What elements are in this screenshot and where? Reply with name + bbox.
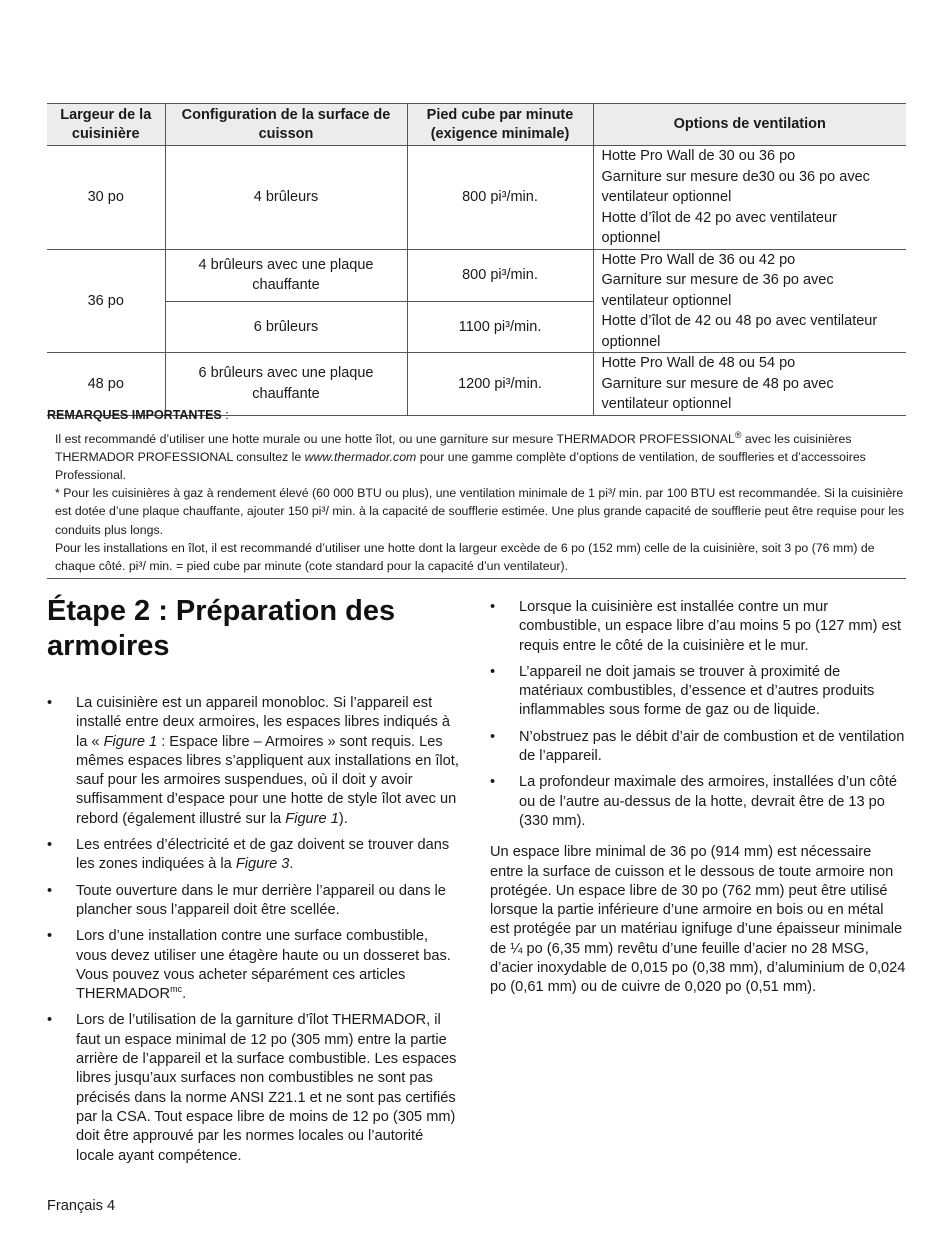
step-title: Étape 2 : Préparation des armoires (47, 595, 396, 662)
cell-cfm-36a: 800 pi³/min. (407, 249, 593, 302)
option-item: Hotte Pro Wall de 48 ou 54 po (601, 355, 796, 371)
cell-options-30 (593, 146, 906, 250)
thermador-link[interactable]: www.thermador.com (304, 450, 417, 465)
cell-config-36b: 6 brûleurs (165, 302, 407, 353)
remark-paragraph: * Pour les cuisinières à gaz à rendement élevé (60 000 BTU ou plus), une ventilation minimale de 1 pi³/ min. par 100 BTU est recommandée. Si la cuisinière est dotée d’une plaque chauffante, ajouter 150 pi³/ min. à la capacité de soufflerie estimée. Une plus grande capacité de soufflerie peut être requise pour les conduits plus longs. (55, 486, 905, 537)
option-item: Hotte Pro Wall de 36 ou 42 po (601, 251, 796, 268)
list-item: • Lorsque la cuisinière est installée contre un mur combustible, un espace libre d’au moins 5 po (127 mm) est requis entre le côté de la cuisinière et le mur. (490, 599, 902, 654)
option-item: Hotte Pro Wall de 30 ou 36 po (601, 148, 796, 164)
cell-config-48: 6 brûleurs avec une plaque chauffante (165, 353, 407, 416)
option-item: Garniture sur mesure de30 ou 36 po avec ventilateur optionnel (601, 168, 870, 205)
cell-cfm-48: 1200 pi³/min. (407, 353, 593, 416)
cell-width-30: 30 po (47, 146, 165, 250)
cell-width-48: 48 po (47, 353, 165, 416)
right-column (490, 598, 906, 998)
left-column (47, 594, 462, 1173)
list-item: • Les entrées d’électricité et de gaz doivent se trouver dans les zones indiquées à la Figure 3. (47, 837, 450, 873)
list-item: • La cuisinière est un appareil monobloc. Si l’appareil est installé entre deux armoires, les espaces libres indiqués à la « Figure 1 : Espace libre – Armoires » sont requis. Les mêmes espaces libres s’appliquent aux installations en îlot, sauf pour les armoires suspendues, où il doit y avoir suffisamment d’espace pour une hotte de style îlot avec un rebord (également illustré sur la Figure 1). (47, 695, 459, 827)
clearance-paragraph: Un espace libre minimal de 36 po (914 mm) est nécessaire entre la surface de cuisson et le dessous de toute armoire non protégée. Un espace libre de 30 po (762 mm) peut être utilisé lorsque la partie inférieure d’une armoire en bois ou en métal est protégée par un matériau ignifuge d’une épaisseur minimale de ¼ po (6,35 mm) revêtu d’une feuille d’acier no 28 MSG, d’acier inoxydable de 0,015 po (0,38 mm), d’aluminium de 0,024 po (0,61 mm) ou de cuivre de 0,020 po (0,51 mm). (490, 844, 906, 996)
option-item: Garniture sur mesure de 48 po avec ventilateur optionnel (601, 375, 834, 412)
cell-width-36: 36 po (47, 249, 165, 353)
remark-paragraph: Pour les installations en îlot, il est recommandé d’utiliser une hotte dont la largeur excède de 6 po (152 mm) celle de la cuisinière, soit 3 po (76 mm) de chaque côté. pi³/ min. = pied cube par minute (cote standard pour la capacité d’un ventilateur). (55, 540, 875, 573)
list-item: • Lors de l’utilisation de la garniture d’îlot THERMADOR, il faut un espace minimal de 12 po (305 mm) entre la partie arrière de l’appareil et la surface combustible. Les espaces libres jusqu’aux surfaces non combustibles ne sont pas précisés dans la norme ANSI Z21.1 et ne sont pas certifiés par la CSA. Tout espace libre de moins de 12 po (305 mm) doit être approuvé par les normes locales ou l’autorité locale ayant compétence. (47, 1012, 457, 1164)
right-bullet-list (490, 598, 906, 831)
important-remarks (47, 406, 906, 575)
option-item: Garniture sur mesure de 36 po avec ventilateur optionnel (601, 272, 834, 309)
header-options: Options de ventilation (593, 104, 906, 146)
remarks-heading: REMARQUES IMPORTANTES : (47, 408, 229, 422)
table-row (47, 249, 906, 302)
cell-config-36a: 4 brûleurs avec une plaque chauffante (165, 249, 407, 302)
header-config: Configuration de la surface de cuisson (165, 104, 407, 146)
table-header-row (47, 104, 906, 146)
page-footer: Français 4 (47, 1198, 116, 1214)
list-item: • Lors d’une installation contre une surface combustible, vous devez utiliser une étagère haute ou un dosseret bas. Vous pouvez vous acheter séparément ces articles $THERMADOR^{mc}$. (47, 928, 451, 1003)
cell-options-36 (593, 249, 906, 353)
divider (47, 578, 906, 579)
option-item: Hotte d’îlot de 42 ou 48 po avec ventilateur optionnel (601, 313, 878, 350)
table-row (47, 146, 906, 250)
ventilation-table (47, 103, 906, 416)
left-bullet-list (47, 694, 462, 1166)
list-item: • Toute ouverture dans le mur derrière l’appareil ou dans le plancher sous l’appareil doit être scellée. (47, 882, 446, 918)
header-width: Largeur de la cuisinière (47, 104, 165, 146)
list-item: • L’appareil ne doit jamais se trouver à proximité de matériaux combustibles, d’essence et d’autres produits inflammables sous forme de gaz ou de liquide. (490, 663, 875, 719)
remark-paragraph: Il est recommandé d’utiliser une hotte murale ou une hotte îlot, ou une garniture sur mesure THERMADOR PROFESSIONAL® avec les cuisinières THERMADOR PROFESSIONAL consultez le www.thermador.com pour une gamme complète d’options de ventilation, de souffleries et d’accessoires Professional. (55, 430, 866, 483)
cell-config-30: 4 brûleurs (165, 146, 407, 250)
cell-cfm-36b: 1100 pi³/min. (407, 302, 593, 353)
option-item: Hotte d’îlot de 42 po avec ventilateur optionnel (601, 209, 837, 246)
list-item: • La profondeur maximale des armoires, installées d’un côté ou de l’autre au-dessus de la hotte, devrait être de 13 po (330 mm). (490, 774, 898, 829)
cell-cfm-30: 800 pi³/min. (407, 146, 593, 250)
list-item: • N’obstruez pas le débit d’air de combustion et de ventilation de l’appareil. (490, 728, 905, 765)
header-cfm: Pied cube par minute (exigence minimale) (407, 104, 593, 146)
